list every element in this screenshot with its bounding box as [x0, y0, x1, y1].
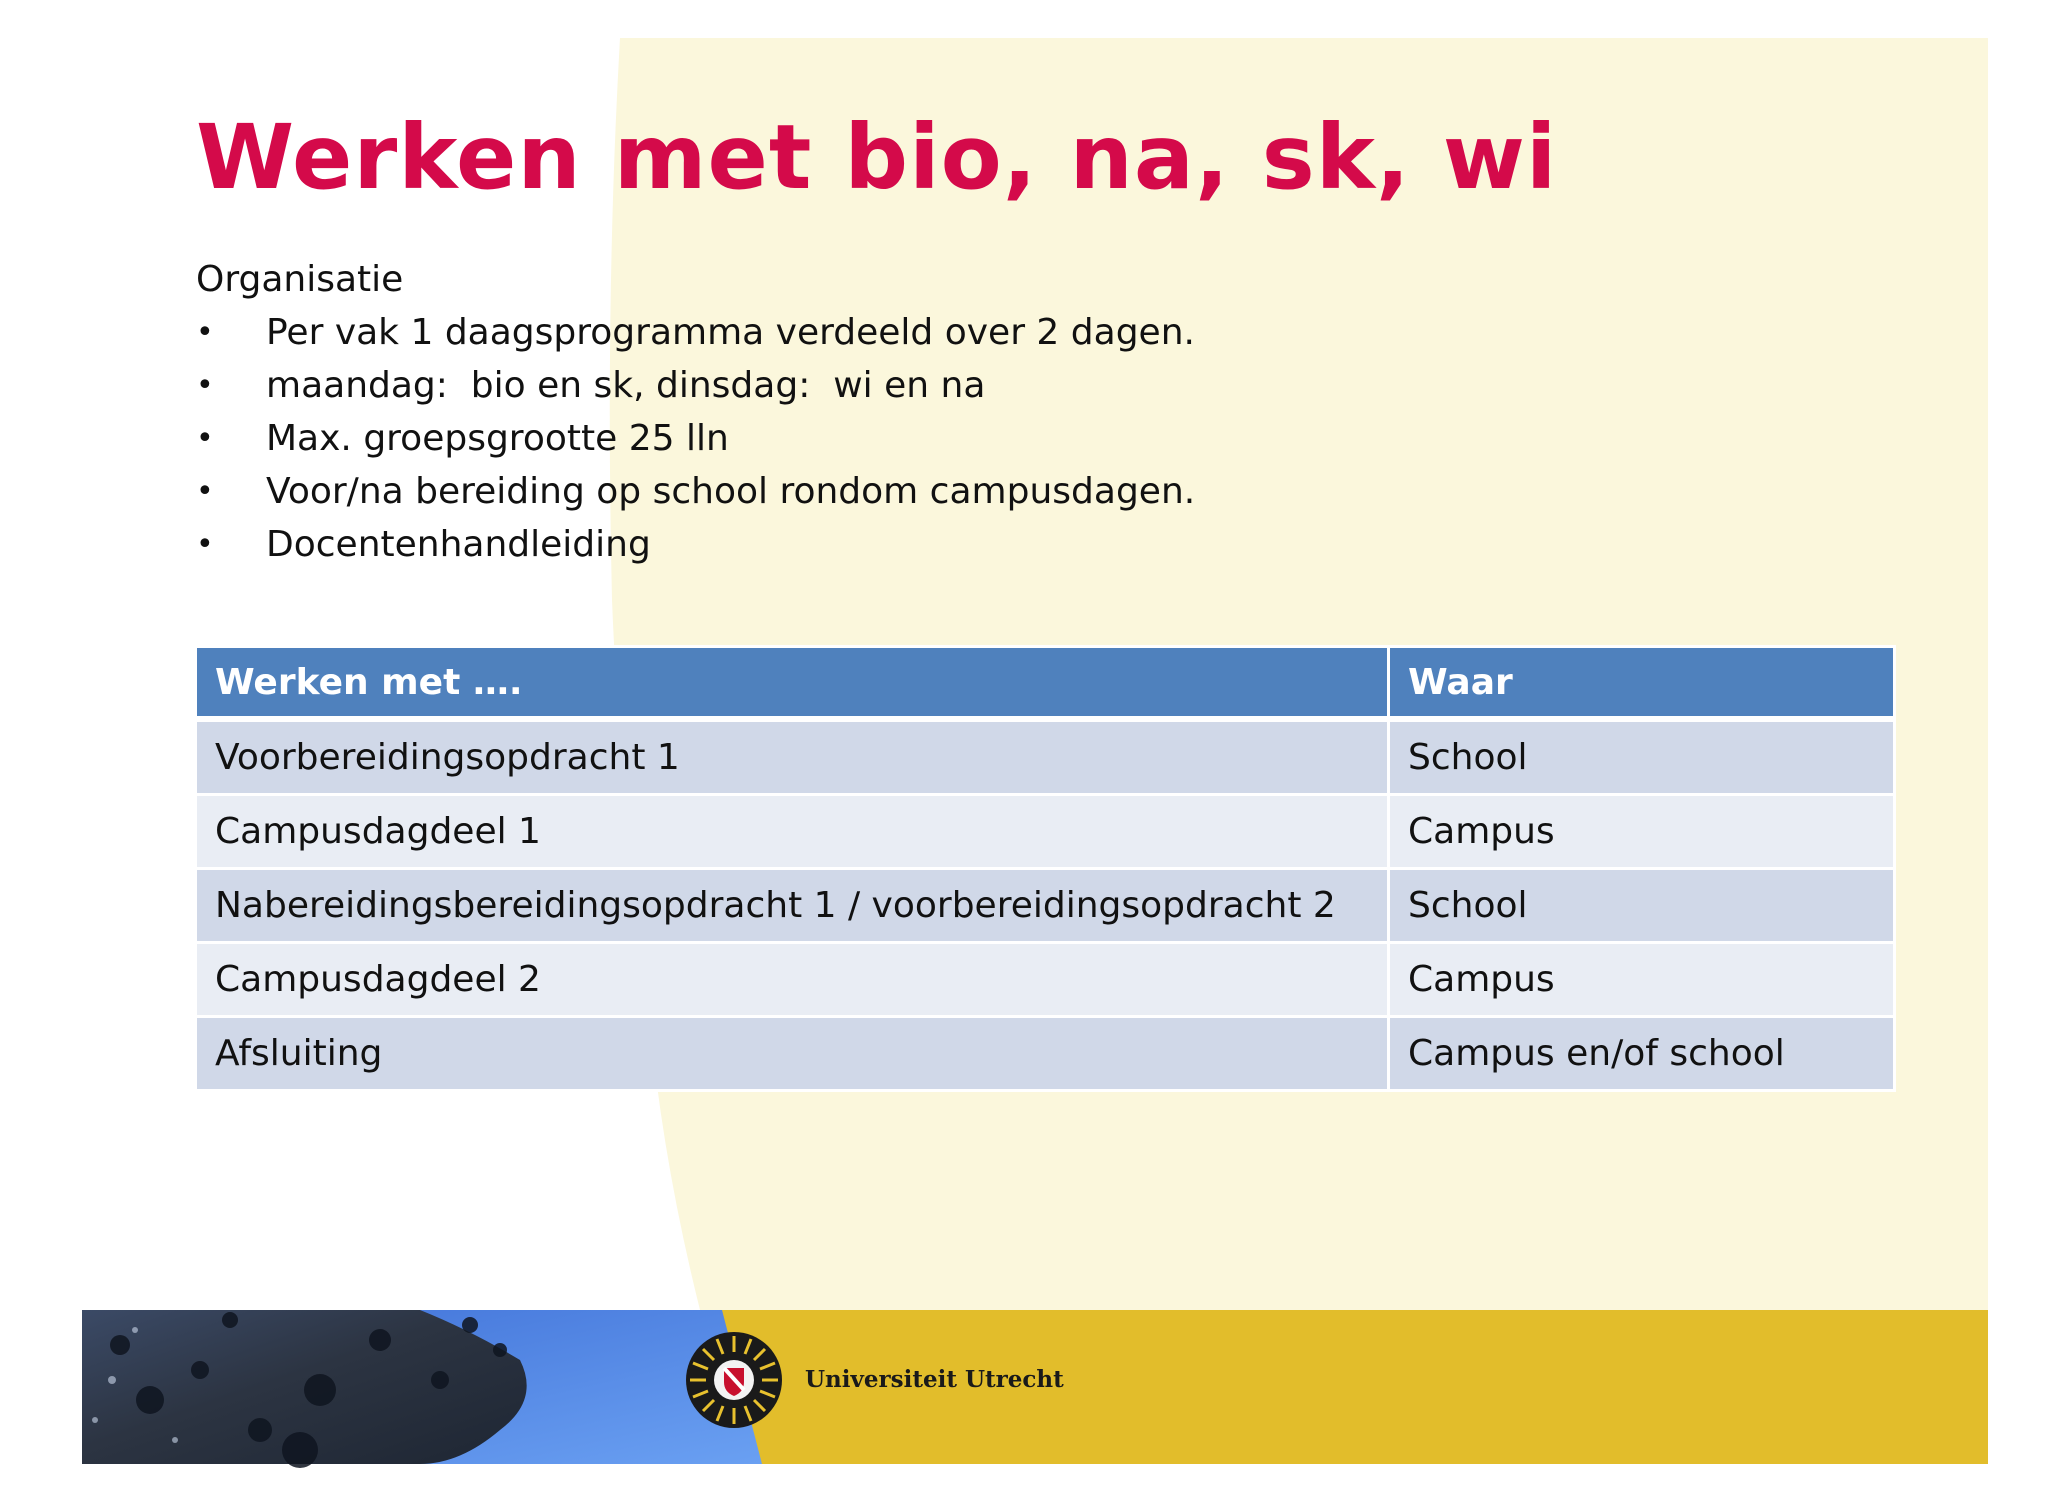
header-werken-met: Werken met ….: [196, 647, 1389, 720]
header-waar: Waar: [1389, 647, 1895, 720]
table-row: [196, 795, 1895, 869]
bullet-icon: •: [196, 368, 214, 403]
bullet-icon: •: [196, 527, 214, 562]
bullet-icon: •: [196, 315, 214, 350]
table-row: [196, 869, 1895, 943]
bullet-icon: •: [196, 421, 214, 456]
cell-location: School: [1389, 869, 1895, 943]
table-header-row: [196, 647, 1895, 720]
schedule-table: [194, 645, 1896, 1092]
bullet-item: • maandag: bio en sk, dinsdag: wi en na: [196, 359, 1195, 412]
bullet-list: [196, 306, 1195, 571]
slide-title: Werken met bio, na, sk, wi: [196, 105, 1558, 209]
bullet-item: • Docentenhandleiding: [196, 518, 1195, 571]
cell-location: Campus: [1389, 795, 1895, 869]
table-row: [196, 719, 1895, 795]
bullet-icon: •: [196, 474, 214, 509]
table-row: [196, 943, 1895, 1017]
cell-location: Campus en/of school: [1389, 1017, 1895, 1091]
cell-activity: Nabereidingsbereidingsopdracht 1 / voorbereidingsopdracht 2: [196, 869, 1389, 943]
cell-activity: Voorbereidingsopdracht 1: [196, 719, 1389, 795]
intro-section: [196, 253, 1195, 571]
cell-activity: Campusdagdeel 2: [196, 943, 1389, 1017]
cell-activity: Campusdagdeel 1: [196, 795, 1389, 869]
table-row: [196, 1017, 1895, 1091]
cell-location: School: [1389, 719, 1895, 795]
university-seal-icon: [684, 1330, 784, 1430]
bullet-item: • Max. groepsgrootte 25 lln: [196, 412, 1195, 465]
bullet-item: • Per vak 1 daagsprogramma verdeeld over 2 dagen.: [196, 306, 1195, 359]
bullet-item: • Voor/na bereiding op school rondom campusdagen.: [196, 465, 1195, 518]
cell-activity: Afsluiting: [196, 1017, 1389, 1091]
cell-location: Campus: [1389, 943, 1895, 1017]
intro-heading: Organisatie: [196, 259, 404, 300]
university-logo-text: Universiteit Utrecht: [805, 1366, 1064, 1393]
